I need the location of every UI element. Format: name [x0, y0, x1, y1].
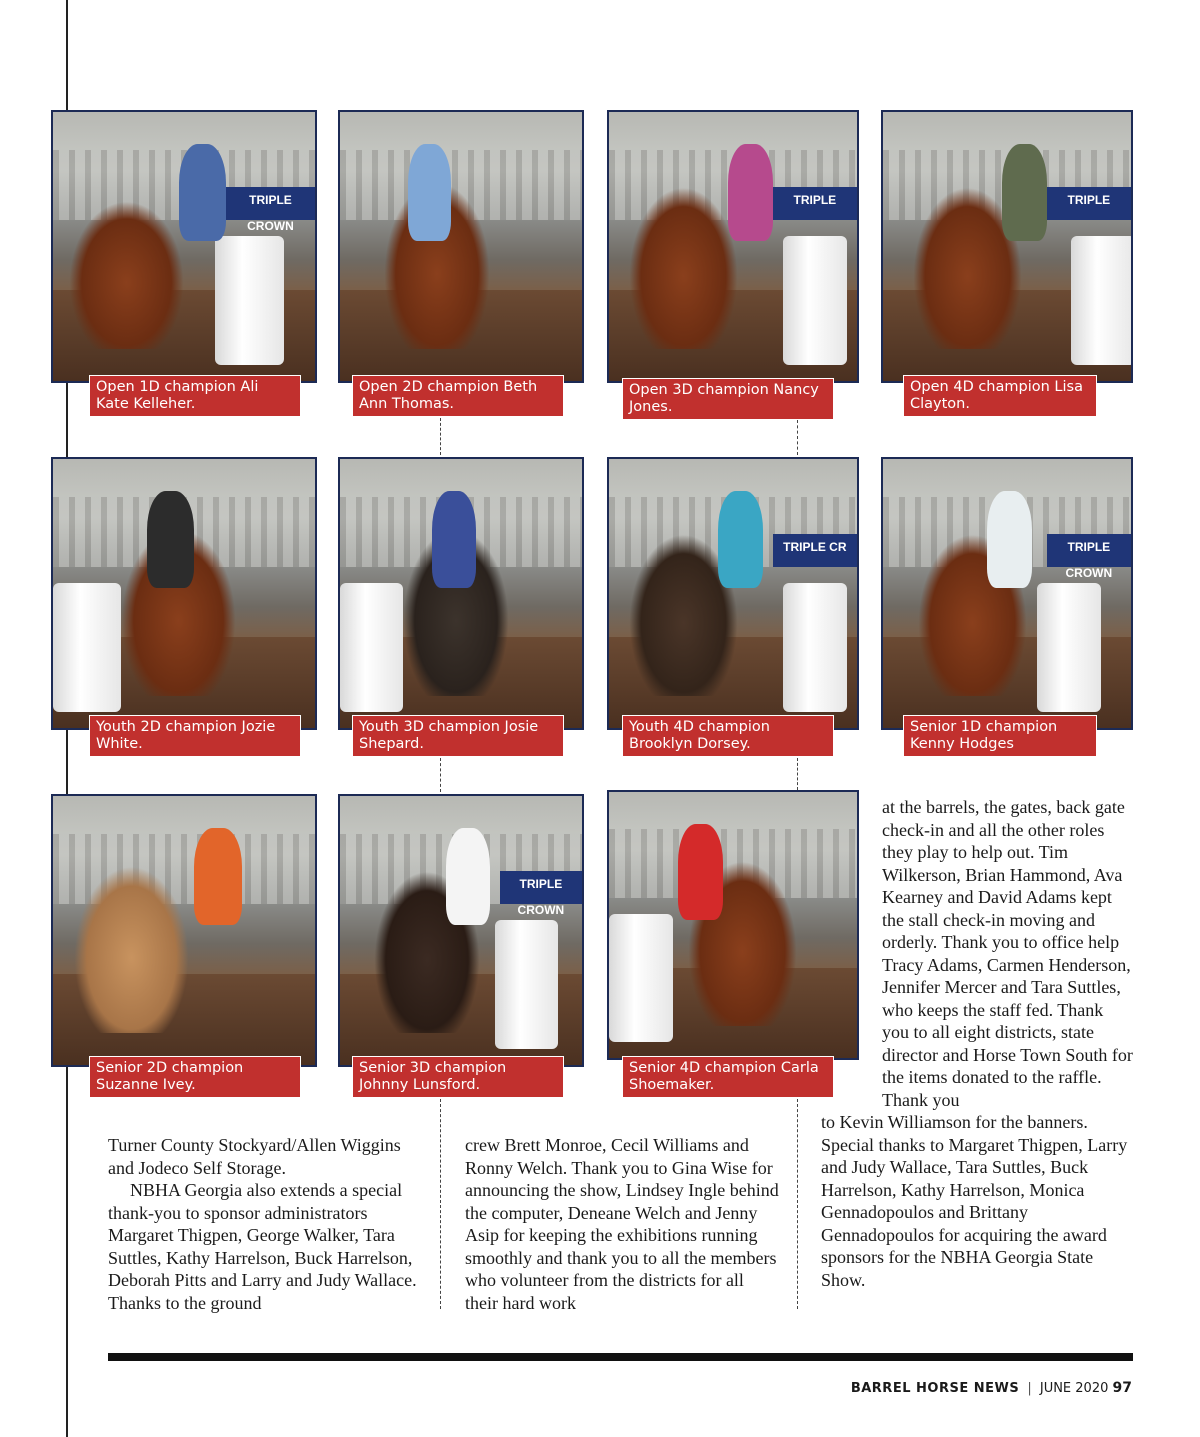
photo-caption: Open 2D champion Beth Ann Thomas.	[352, 375, 564, 417]
photo-senior-2d	[51, 794, 317, 1067]
photo-senior-1d: TRIPLE CROWN	[881, 457, 1133, 730]
issue-date: JUNE 2020	[1039, 1381, 1109, 1396]
photo-caption: Youth 2D champion Jozie White.	[89, 715, 301, 757]
photo-caption: Open 3D champion Nancy Jones.	[622, 378, 834, 420]
column-separator	[797, 1099, 798, 1309]
paragraph: to Kevin Williamson for the banners. Special thanks to Margaret Thigpen, Larry and Judy Wallace, Tara Suttles, Buck Harrelson, Kathy Harrelson, Monica Gennadopoulos and Brittany Gennadopoulos for acquiring the award sponsors for the NBHA Georgia State Show.	[821, 1112, 1128, 1290]
paragraph: Turner County Stockyard/Allen Wiggins and Jodeco Self Storage.	[108, 1135, 401, 1178]
column-separator	[440, 758, 441, 792]
photo-caption: Senior 4D champion Carla Shoemaker.	[622, 1056, 834, 1098]
photo-caption: Senior 2D champion Suzanne Ivey.	[89, 1056, 301, 1098]
photo-youth-3d	[338, 457, 584, 730]
page-footer	[851, 1380, 1132, 1396]
photo-youth-4d: TRIPLE CR	[607, 457, 859, 730]
photo-caption: Senior 1D champion Kenny Hodges	[903, 715, 1097, 757]
paragraph: crew Brett Monroe, Cecil Williams and Ronny Welch. Thank you to Gina Wise for announcing the show, Lindsey Ingle behind the computer, Deneane Welch and Jenny Asip for keeping the exhibitions running smoothly and thank you to all the members who volunteer from the districts for all their hard work	[465, 1135, 779, 1313]
photo-caption: Youth 4D champion Brooklyn Dorsey.	[622, 715, 834, 757]
photo-caption: Youth 3D champion Josie Shepard.	[352, 715, 564, 757]
photo-caption: Open 1D champion Ali Kate Kelleher.	[89, 375, 301, 417]
footer-separator: |	[1027, 1381, 1032, 1396]
article-column-3-bottom	[821, 1111, 1134, 1291]
paragraph: NBHA Georgia also extends a special thank-you to sponsor administrators Margaret Thigpen, George Walker, Tara Suttles, Kathy Harrelson, Buck Harrelson, Deborah Pitts and Larry and Judy Wallace. Thanks to the ground	[108, 1180, 417, 1313]
photo-senior-3d: TRIPLE CROWN	[338, 794, 584, 1067]
article-column-1	[108, 1134, 426, 1314]
photo-caption: Senior 3D champion Johnny Lunsford.	[352, 1056, 564, 1098]
column-separator	[440, 418, 441, 455]
article-column-2	[465, 1134, 781, 1314]
magazine-name: BARREL HORSE NEWS	[850, 1381, 1020, 1396]
photo-open-2d	[338, 110, 584, 383]
article-column-3-top	[882, 796, 1134, 1111]
photo-open-3d: TRIPLE	[607, 110, 859, 383]
photo-open-1d: TRIPLE CROWN	[51, 110, 317, 383]
column-separator	[797, 758, 798, 790]
column-separator	[797, 420, 798, 455]
photo-youth-2d	[51, 457, 317, 730]
photo-senior-4d	[607, 790, 859, 1060]
bottom-rule	[108, 1353, 1133, 1361]
photo-caption: Open 4D champion Lisa Clayton.	[903, 375, 1097, 417]
photo-open-4d: TRIPLE	[881, 110, 1133, 383]
paragraph: at the barrels, the gates, back gate check-in and all the other roles they play to help out. Tim Wilkerson, Brian Hammond, Ava Kearney and David Adams kept the stall check-in moving and orderly. Thank you to office help Tracy Adams, Carmen Henderson, Jennifer Mercer and Tara Suttles, who keeps the staff fed. Thank you to all eight districts, state director and Horse Town South for the items donated to the raffle. Thank you	[882, 797, 1133, 1110]
column-separator	[440, 1099, 441, 1309]
page-number: 97	[1112, 1380, 1132, 1396]
